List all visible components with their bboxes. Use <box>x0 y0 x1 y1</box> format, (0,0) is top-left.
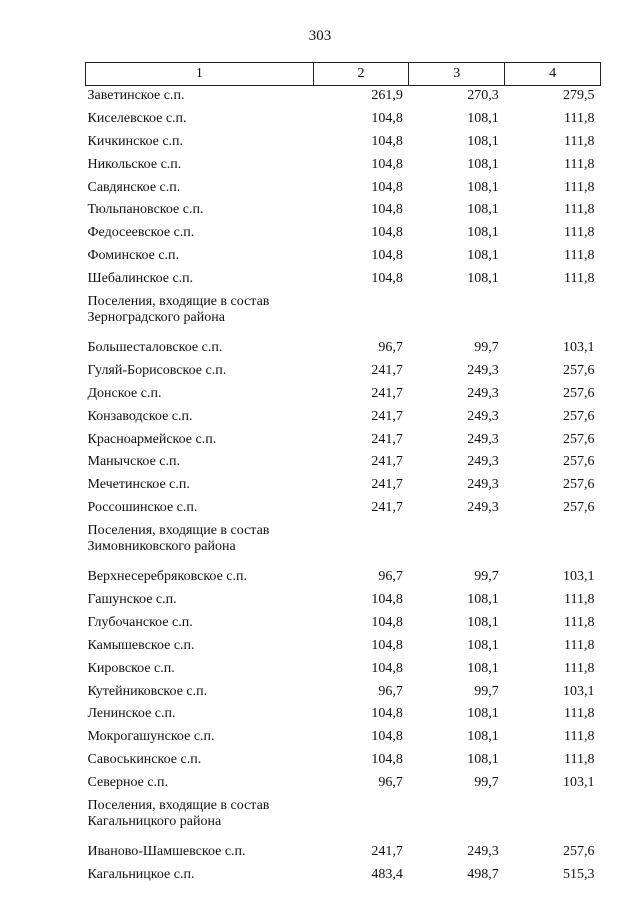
value-col-2: 104,8 <box>371 271 403 287</box>
value-col-3: 249,3 <box>467 500 499 516</box>
value-col-4: 103,1 <box>563 340 595 356</box>
settlement-name: Иваново-Шамшевское с.п. <box>87 844 246 860</box>
value-col-4: 257,6 <box>563 477 595 493</box>
value-col-4: 515,3 <box>563 866 595 882</box>
value-col-2: 241,7 <box>371 431 403 447</box>
value-col-2: 104,8 <box>371 179 403 195</box>
settlement-name: Никольское с.п. <box>87 156 182 172</box>
settlement-name: Донское с.п. <box>87 385 162 401</box>
table-row <box>86 567 601 590</box>
value-col-3: 249,3 <box>467 431 499 447</box>
value-col-2: 104,8 <box>371 133 403 149</box>
settlement-name: Кутейниковское с.п. <box>87 683 208 699</box>
table-row <box>86 590 601 613</box>
value-col-2: 104,8 <box>371 592 403 608</box>
value-col-2: 104,8 <box>371 156 403 172</box>
settlement-name: Мечетинское с.п. <box>87 477 190 493</box>
value-col-2: 483,4 <box>371 866 403 882</box>
settlement-name: Северное с.п. <box>87 775 169 791</box>
value-col-2: 96,7 <box>378 683 403 699</box>
value-col-4: 257,6 <box>563 362 595 378</box>
value-col-4: 111,8 <box>564 660 595 676</box>
value-col-3: 108,1 <box>467 179 499 195</box>
table-row <box>86 865 601 888</box>
value-col-4: 257,6 <box>563 844 595 860</box>
value-col-4: 111,8 <box>564 202 595 218</box>
table-row <box>86 338 601 361</box>
value-col-4: 257,6 <box>563 408 595 424</box>
value-col-2: 96,7 <box>378 340 403 356</box>
value-col-3: 99,7 <box>474 683 499 699</box>
settlement-name: Киселевское с.п. <box>87 110 187 126</box>
value-col-3: 270,3 <box>467 88 499 103</box>
settlement-name: Тюльпановское с.п. <box>87 202 204 218</box>
table-row <box>86 727 601 750</box>
settlement-name: Ленинское с.п. <box>87 706 176 722</box>
settlement-name: Верхнесеребряковское с.п. <box>87 569 247 585</box>
value-col-4: 103,1 <box>563 775 595 791</box>
value-col-2: 241,7 <box>371 454 403 470</box>
value-col-3: 108,1 <box>467 729 499 745</box>
settlement-name: Савдянское с.п. <box>87 179 181 195</box>
group-heading-district: Зимовниковского района <box>87 539 236 555</box>
table-row <box>86 498 601 521</box>
table-body <box>86 86 601 888</box>
settlement-name: Большесталовское с.п. <box>87 340 223 356</box>
column-header-1: 1 <box>86 63 314 86</box>
value-col-2: 241,7 <box>371 408 403 424</box>
value-col-2: 241,7 <box>371 362 403 378</box>
value-col-3: 108,1 <box>467 156 499 172</box>
value-col-3: 99,7 <box>474 569 499 585</box>
value-col-4: 111,8 <box>564 156 595 172</box>
value-col-2: 104,8 <box>371 110 403 126</box>
value-col-4: 111,8 <box>564 614 595 630</box>
settlement-name: Кировское с.п. <box>87 660 175 676</box>
group-heading <box>86 521 601 567</box>
value-col-4: 111,8 <box>564 637 595 653</box>
value-col-2: 104,8 <box>371 752 403 768</box>
header-row <box>86 63 601 86</box>
settlement-name: Шебалинское с.п. <box>87 271 194 287</box>
table-row <box>86 155 601 178</box>
settlement-name: Савоськинское с.п. <box>87 752 202 768</box>
settlement-name: Манычское с.п. <box>87 454 180 470</box>
table-row <box>86 132 601 155</box>
table-row <box>86 659 601 682</box>
table-row <box>86 475 601 498</box>
value-col-3: 108,1 <box>467 706 499 722</box>
group-heading-line: Поселения, входящие в состав <box>87 798 270 814</box>
group-heading-line: Поселения, входящие в состав <box>87 523 270 539</box>
group-heading-line: Поселения, входящие в состав <box>87 294 270 310</box>
column-header-3: 3 <box>409 63 505 86</box>
value-col-3: 99,7 <box>474 775 499 791</box>
value-col-4: 103,1 <box>563 569 595 585</box>
settlement-name: Россошинское с.п. <box>87 500 198 516</box>
value-col-2: 104,8 <box>371 637 403 653</box>
value-col-2: 241,7 <box>371 500 403 516</box>
value-col-2: 104,8 <box>371 614 403 630</box>
value-col-2: 104,8 <box>371 729 403 745</box>
group-heading-row <box>86 796 601 842</box>
value-col-3: 108,1 <box>467 110 499 126</box>
column-header-4: 4 <box>505 63 601 86</box>
value-col-3: 108,1 <box>467 248 499 264</box>
value-col-2: 104,8 <box>371 202 403 218</box>
value-col-3: 249,3 <box>467 477 499 493</box>
value-col-3: 108,1 <box>467 202 499 218</box>
value-col-4: 111,8 <box>564 592 595 608</box>
table-header <box>86 63 601 86</box>
value-col-2: 104,8 <box>371 248 403 264</box>
table-row <box>86 430 601 453</box>
value-col-3: 249,3 <box>467 454 499 470</box>
value-col-2: 96,7 <box>378 775 403 791</box>
table-row <box>86 246 601 269</box>
settlement-name: Федосеевское с.п. <box>87 225 195 241</box>
value-col-4: 111,8 <box>564 729 595 745</box>
budget-table <box>85 62 601 888</box>
value-col-3: 249,3 <box>467 362 499 378</box>
table-row <box>86 178 601 201</box>
page-number: 303 <box>308 28 332 44</box>
column-header-2: 2 <box>313 63 409 86</box>
settlement-name: Фоминское с.п. <box>87 248 180 264</box>
table-row <box>86 86 601 109</box>
table-row <box>86 452 601 475</box>
group-heading-district: Кагальницкого района <box>87 814 222 830</box>
settlement-name: Заветинское с.п. <box>87 88 185 103</box>
settlement-name: Кичкинское с.п. <box>87 133 184 149</box>
value-col-4: 257,6 <box>563 431 595 447</box>
value-col-4: 111,8 <box>564 706 595 722</box>
value-col-2: 241,7 <box>371 844 403 860</box>
group-heading-row <box>86 521 601 567</box>
settlement-name: Гашунское с.п. <box>87 592 177 608</box>
value-col-3: 108,1 <box>467 225 499 241</box>
value-col-3: 249,3 <box>467 408 499 424</box>
settlement-name: Мокрогашунское с.п. <box>87 729 215 745</box>
group-heading-row <box>86 292 601 338</box>
value-col-3: 108,1 <box>467 592 499 608</box>
table-row <box>86 384 601 407</box>
value-col-4: 103,1 <box>563 683 595 699</box>
value-col-4: 279,5 <box>563 88 595 103</box>
value-col-3: 108,1 <box>467 660 499 676</box>
value-col-3: 99,7 <box>474 340 499 356</box>
table-row <box>86 109 601 132</box>
group-heading <box>86 796 601 842</box>
table-row <box>86 407 601 430</box>
value-col-3: 108,1 <box>467 752 499 768</box>
table-row <box>86 636 601 659</box>
value-col-4: 111,8 <box>564 110 595 126</box>
value-col-4: 257,6 <box>563 500 595 516</box>
value-col-4: 111,8 <box>564 271 595 287</box>
group-heading-district: Зерноградского района <box>87 310 225 326</box>
settlement-name: Камышевское с.п. <box>87 637 195 653</box>
value-col-4: 111,8 <box>564 752 595 768</box>
value-col-2: 261,9 <box>371 88 403 103</box>
value-col-4: 111,8 <box>564 133 595 149</box>
value-col-2: 241,7 <box>371 477 403 493</box>
value-col-3: 108,1 <box>467 133 499 149</box>
value-col-3: 108,1 <box>467 614 499 630</box>
value-col-3: 108,1 <box>467 271 499 287</box>
value-col-2: 241,7 <box>371 385 403 401</box>
settlement-name: Кагальницкое с.п. <box>87 866 195 882</box>
value-col-3: 249,3 <box>467 385 499 401</box>
value-col-4: 111,8 <box>564 225 595 241</box>
table-row <box>86 200 601 223</box>
value-col-2: 104,8 <box>371 225 403 241</box>
value-col-4: 111,8 <box>564 179 595 195</box>
table-row <box>86 750 601 773</box>
table-row <box>86 842 601 865</box>
value-col-4: 257,6 <box>563 385 595 401</box>
value-col-2: 104,8 <box>371 706 403 722</box>
table-row <box>86 704 601 727</box>
table-row <box>86 269 601 292</box>
value-col-2: 96,7 <box>378 569 403 585</box>
group-heading <box>86 292 601 338</box>
table-row <box>86 361 601 384</box>
table-row <box>86 682 601 705</box>
table-row <box>86 613 601 636</box>
table-row <box>86 773 601 796</box>
settlement-name: Глубочанское с.п. <box>87 614 193 630</box>
value-col-3: 498,7 <box>467 866 499 882</box>
value-col-4: 257,6 <box>563 454 595 470</box>
value-col-3: 249,3 <box>467 844 499 860</box>
settlement-name: Конзаводское с.п. <box>87 408 193 424</box>
value-col-2: 104,8 <box>371 660 403 676</box>
value-col-3: 108,1 <box>467 637 499 653</box>
settlement-name: Гуляй-Борисовское с.п. <box>87 362 227 378</box>
value-col-4: 111,8 <box>564 248 595 264</box>
settlement-name: Красноармейское с.п. <box>87 431 217 447</box>
table-row <box>86 223 601 246</box>
